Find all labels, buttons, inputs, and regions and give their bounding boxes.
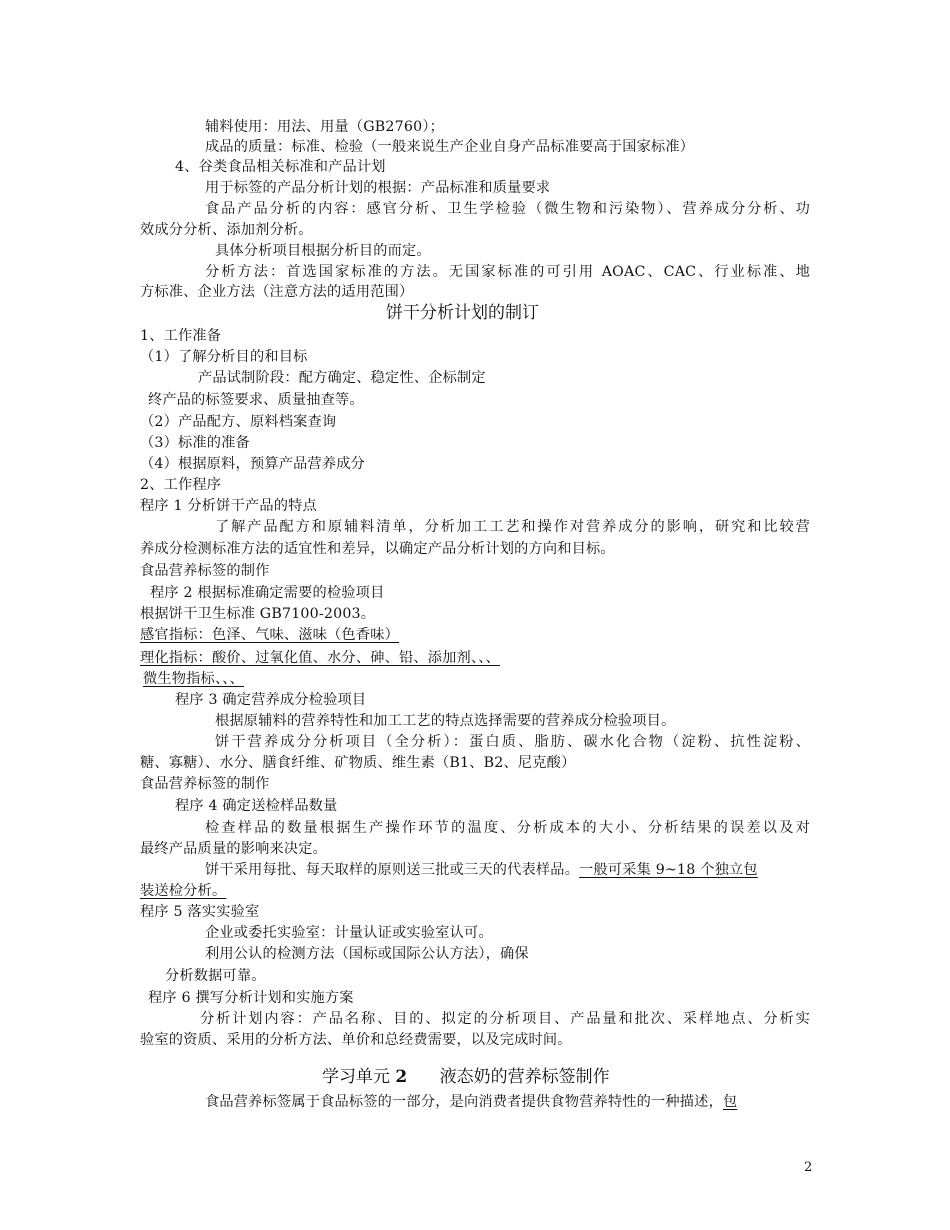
- text-line: 2、工作程序: [140, 477, 222, 493]
- section-title: 饼干分析计划的制订: [386, 303, 539, 323]
- page-number: 2: [804, 1160, 813, 1175]
- text-line: 程序 3 确定营养成分检验项目: [175, 692, 367, 708]
- unit-title-text: 液态奶的营养标签制作: [407, 1067, 610, 1087]
- text-line: 利用公认的检测方法（国标或国际公认方法），确保: [205, 946, 529, 962]
- text-line: 验室的资质、采用的分析方法、单价和总经费需要，以及完成时间。: [140, 1032, 572, 1048]
- text-line: 食品产品分析的内容：感官分析、卫生学检验（微生物和污染物）、营养成分分析、功: [205, 201, 810, 217]
- text-line: 程序 4 确定送检样品数量: [175, 798, 338, 814]
- text-line: 最终产品质量的影响来决定。: [140, 841, 328, 857]
- text-line: （2）产品配方、原料档案查询: [140, 414, 337, 430]
- text-line: 终产品的标签要求、质量抽查等。: [148, 392, 364, 408]
- text-line: 具体分析项目根据分析目的而定。: [215, 243, 431, 259]
- text-line: 分析方法：首选国家标准的方法。无国家标准的可引用 AOAC、CAC、行业标准、地: [205, 264, 810, 280]
- underlined-line: 感官指标：色泽、气味、滋味（色香味）: [140, 627, 399, 643]
- text-line: 食品营养标签的制作: [140, 563, 270, 579]
- text-line: 程序 1 分析饼干产品的特点: [140, 498, 317, 514]
- text-line: 食品营养标签的制作: [140, 776, 270, 792]
- text-line: 检查样品的数量根据生产操作环节的温度、分析成本的大小、分析结果的误差以及对: [205, 820, 810, 836]
- underlined-line: 微生物指标、、、: [143, 671, 244, 687]
- text-line: 效成分分析、添加剂分析。: [140, 222, 313, 238]
- underlined-line: 理化指标：酸价、过氧化值、水分、砷、铅、添加剂、、、: [140, 650, 500, 666]
- text-line: 根据原辅料的营养特性和加工工艺的特点选择需要的营养成分检验项目。: [215, 713, 676, 729]
- underlined-segment: 一般可采集 9~18 个独立包: [579, 862, 758, 878]
- text-segment: 饼干采用每批、每天取样的原则送三批或三天的代表样品。: [205, 862, 580, 878]
- unit-number: 2: [395, 1067, 408, 1087]
- unit-title-prefix: 学习单元: [322, 1067, 396, 1087]
- text-line: （4）根据原料，预算产品营养成分: [140, 456, 366, 472]
- text-segment: 食品营养标签属于食品标签的一部分，是向消费者提供食物营养特性的一种描述，: [205, 1094, 723, 1110]
- text-line: 辅料使用：用法、用量（GB2760）；: [205, 119, 445, 135]
- text-line: 成品的质量：标准、检验（一般来说生产企业自身产品标准要高于国家标准）: [205, 139, 695, 155]
- text-line: （3）标准的准备: [140, 435, 250, 451]
- text-line: 饼干营养成分分析项目（全分析）：蛋白质、脂肪、碳水化合物（淀粉、抗性淀粉、: [215, 734, 810, 750]
- text-line: 根据饼干卫生标准 GB7100-2003。: [140, 606, 376, 622]
- text-line: 分析数据可靠。: [165, 968, 266, 984]
- text-line: 程序 5 落实实验室: [140, 904, 260, 920]
- text-line: 产品试制阶段：配方确定、稳定性、企标制定: [198, 370, 486, 386]
- text-line: 养成分检测标准方法的适宜性和差异，以确定产品分析计划的方向和目标。: [140, 541, 615, 557]
- text-line: 了解产品配方和原辅料清单，分析加工工艺和操作对营养成分的影响，研究和比较营: [215, 519, 810, 535]
- numbered-heading: 4、谷类食品相关标准和产品计划: [175, 159, 386, 175]
- text-line: 企业或委托实验室：计量认证或实验室认可。: [205, 925, 493, 941]
- text-line: 用于标签的产品分析计划的根据：产品标准和质量要求: [205, 180, 551, 196]
- text-line: 程序 2 根据标准确定需要的检验项目: [150, 585, 385, 601]
- text-line: 1、工作准备: [140, 328, 222, 344]
- text-line: 方标准、企业方法（注意方法的适用范围）: [140, 284, 414, 300]
- text-line: （1）了解分析目的和目标: [140, 349, 308, 365]
- text-line: [205, 860, 758, 880]
- underlined-line: 装送检分析。: [140, 883, 227, 899]
- text-line: 分析计划内容：产品名称、目的、拟定的分析项目、产品量和批次、采样地点、分析实: [200, 1011, 810, 1027]
- text-line: [205, 1092, 737, 1112]
- text-line: 程序 6 撰写分析计划和实施方案: [148, 990, 354, 1006]
- underlined-segment: 包: [722, 1094, 738, 1110]
- unit-title: [322, 1066, 610, 1088]
- text-line: 糖、寡糖）、水分、膳食纤维、矿物质、维生素（B1、B2、尼克酸）: [140, 755, 576, 771]
